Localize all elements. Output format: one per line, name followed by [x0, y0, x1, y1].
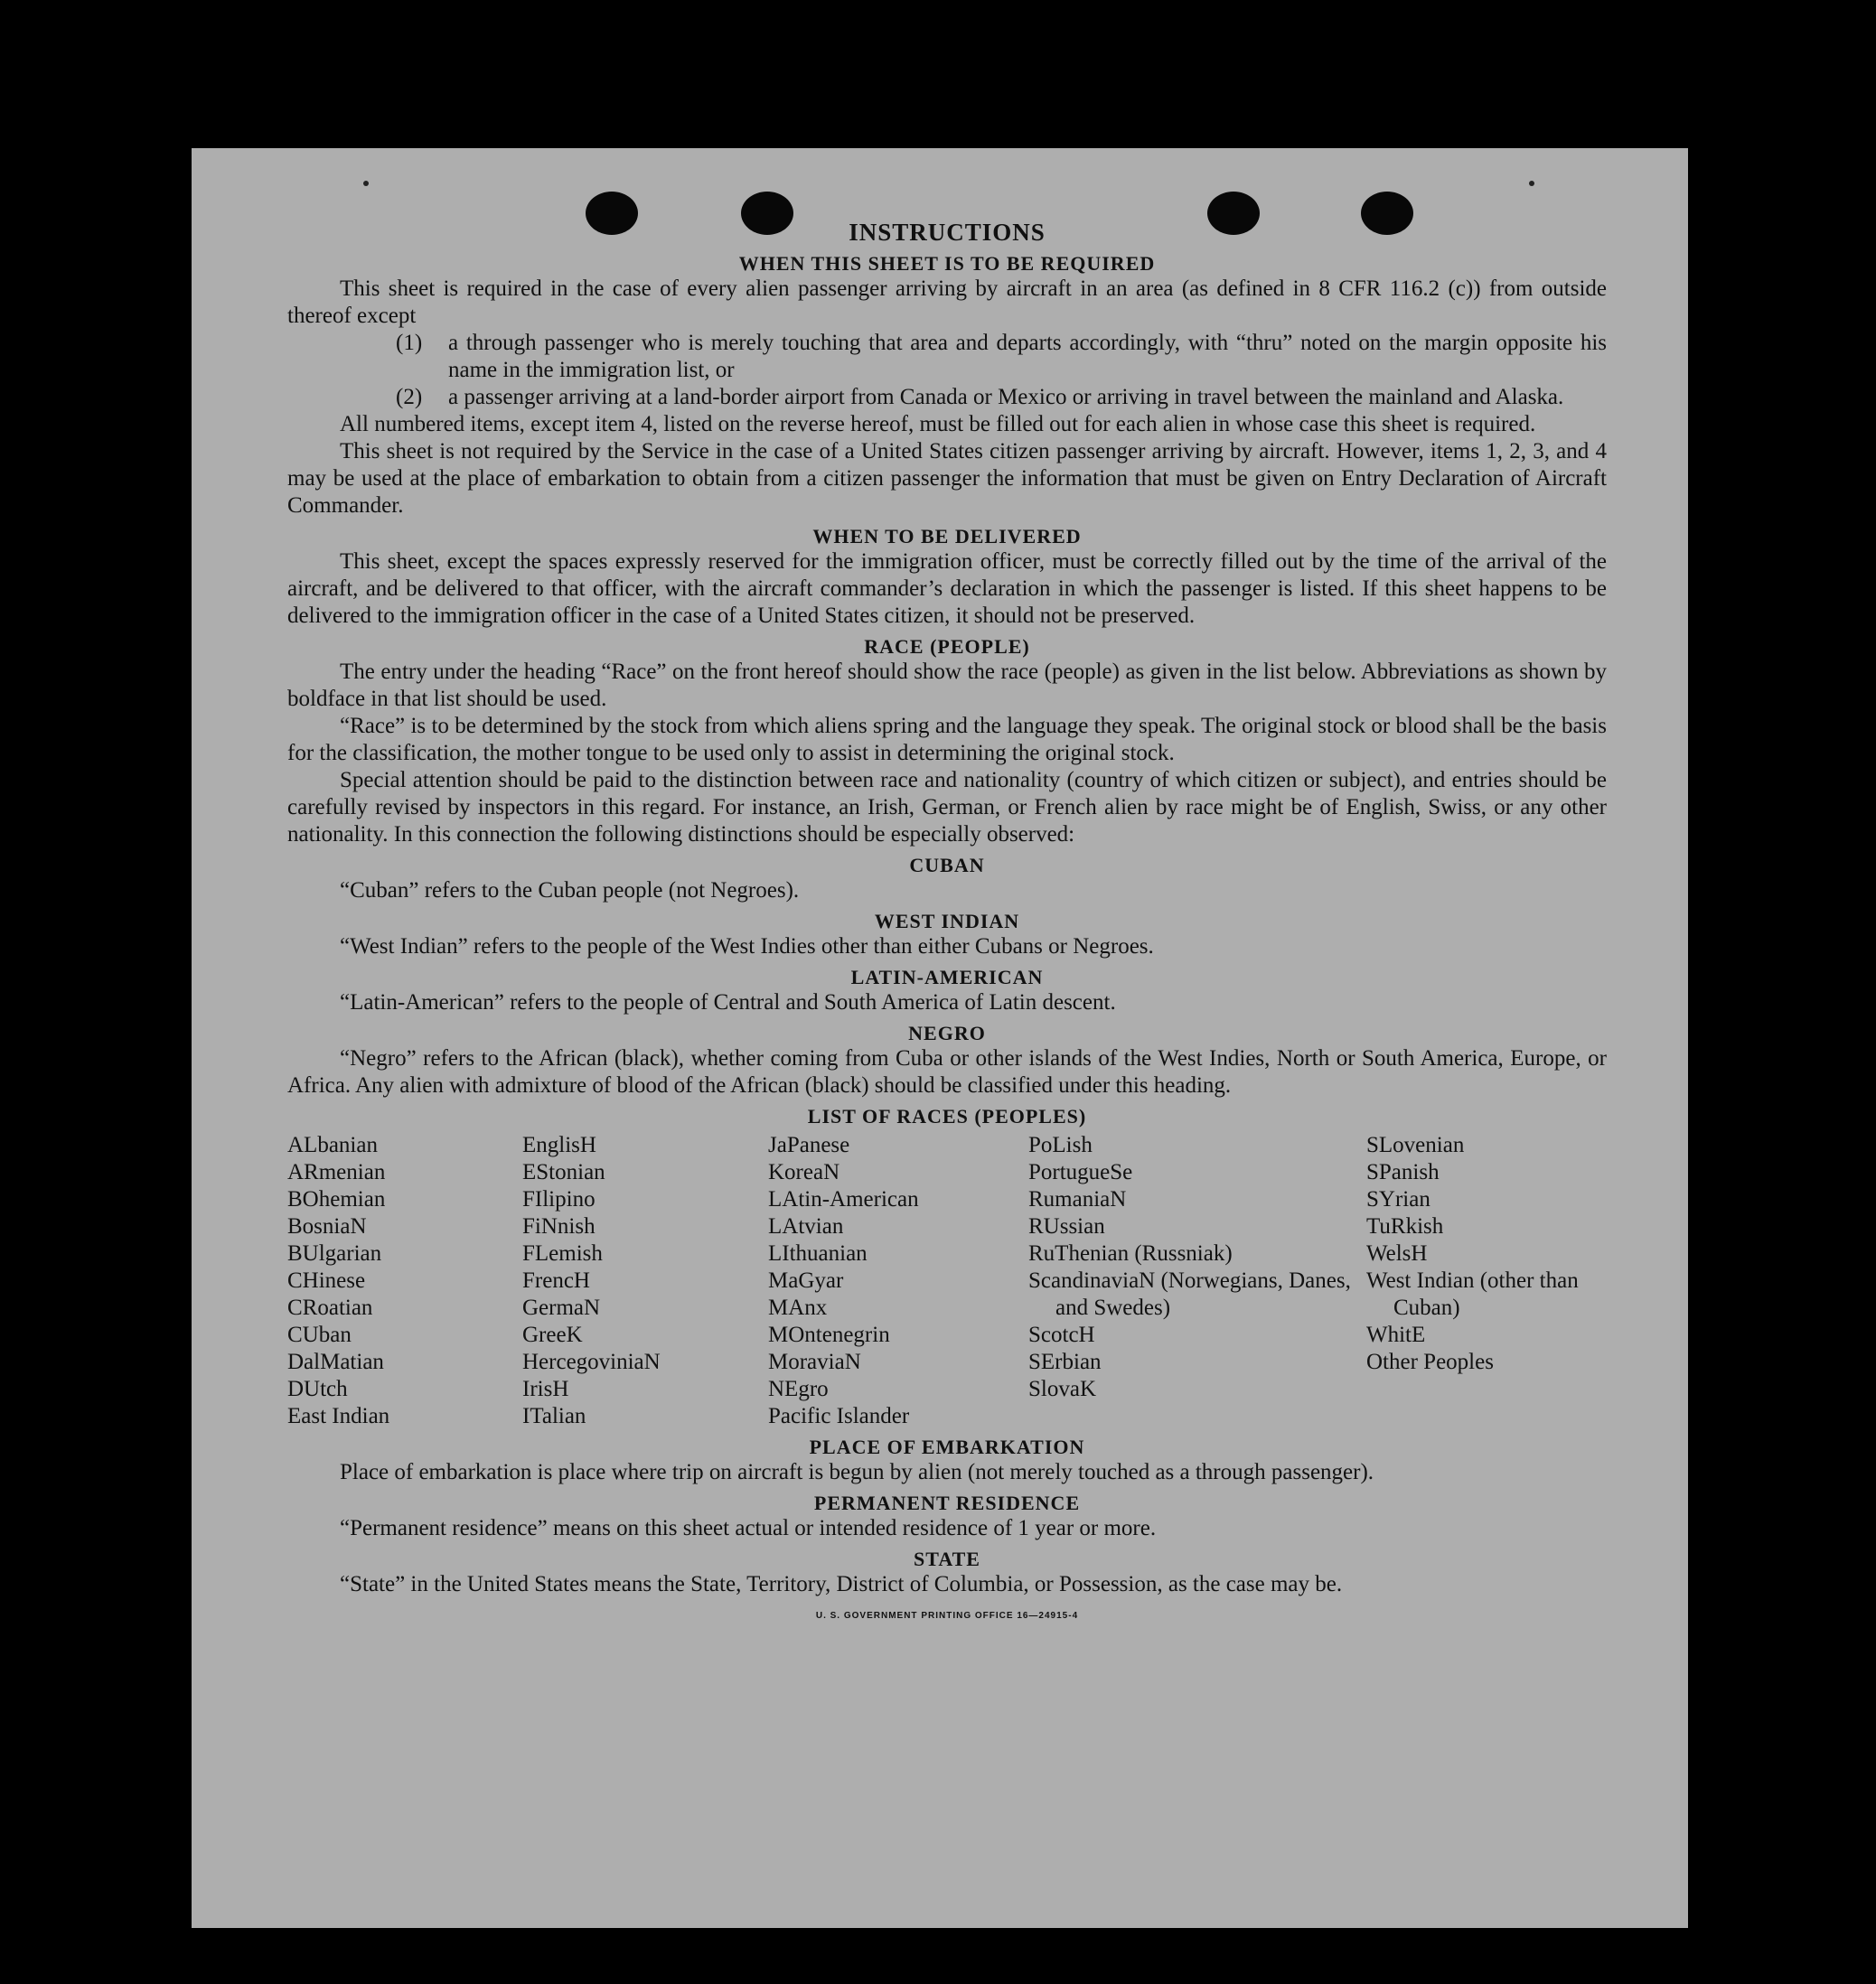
races-column [1366, 1132, 1607, 1430]
page-title: INSTRUCTIONS [849, 219, 1046, 246]
race-entry: ARmenian [287, 1160, 386, 1184]
race-entry: IrisH [522, 1377, 569, 1401]
race-entry: CRoatian [287, 1296, 373, 1320]
race-entry: MAnx [768, 1296, 828, 1320]
punch-hole [741, 192, 793, 235]
race-entry: TuRkish [1366, 1214, 1444, 1239]
race-entry: Pacific Islander [768, 1404, 910, 1428]
races-column [287, 1132, 522, 1430]
punch-hole [1361, 192, 1413, 235]
race-entry: LIthuanian [768, 1241, 868, 1266]
section-heading: CUBAN [909, 854, 985, 876]
race-entry: GermaN [522, 1296, 601, 1320]
section-heading: PERMANENT RESIDENCE [813, 1492, 1081, 1514]
race-entry: ALbanian [287, 1133, 378, 1157]
item-text: a passenger arriving at a land-border airport from Canada or Mexico or arriving in travel between the mainland and Alaska. [448, 385, 1564, 409]
race-entry: ScandinaviaN (Norwegians, Danes, and Swedes) [1028, 1268, 1351, 1320]
punch-hole [1207, 192, 1260, 235]
race-entry: BOhemian [287, 1187, 386, 1212]
race-entry: Other Peoples [1366, 1350, 1494, 1374]
punch-hole [586, 192, 638, 235]
race-entry: HercegoviniaN [522, 1350, 661, 1374]
paragraph: “Race” is to be determined by the stock from which aliens spring and the language they speak. The original stock or blood shall be the basis for the classification, the mother tongue to be used only to assist in determining the original stock. [287, 714, 1607, 765]
race-entry: SYrian [1366, 1187, 1430, 1212]
race-entry: ITalian [522, 1404, 586, 1428]
section-heading: PLACE OF EMBARKATION [809, 1436, 1085, 1458]
races-list [287, 1132, 1607, 1430]
race-entry: CUban [287, 1323, 352, 1347]
race-entry: CHinese [287, 1268, 366, 1293]
printer-imprint: U. S. GOVERNMENT PRINTING OFFICE 16—24915-4 [815, 1611, 1079, 1621]
paragraph: “State” in the United States means the State, Territory, District of Columbia, or Possession, as the case may be. [340, 1572, 1343, 1596]
paragraph: The entry under the heading “Race” on the front hereof should show the race (people) as given in the list below. Abbreviations as shown by boldface in that list should be used. [287, 660, 1607, 711]
item-number: (1) [396, 331, 423, 355]
races-column [1028, 1132, 1366, 1430]
race-entry: ScotcH [1028, 1323, 1095, 1347]
race-entry: East Indian [287, 1404, 390, 1428]
section-heading: LIST OF RACES (PEOPLES) [807, 1105, 1087, 1128]
paragraph: All numbered items, except item 4, listed on the reverse hereof, must be filled out for each alien in whose case this sheet is required. [340, 412, 1536, 436]
margin-dot [363, 181, 369, 186]
paragraph: This sheet is required in the case of every alien passenger arriving by aircraft in an area (as defined in 8 CFR 116.2 (c)) from outside thereof except [287, 276, 1607, 328]
race-entry: KoreaN [768, 1160, 840, 1184]
paragraph: This sheet is not required by the Service in the case of a United States citizen passenger arriving by aircraft. However, items 1, 2, 3, and 4 may be used at the place of embarkation to obtain from a citizen passenger the information that must be given on Entry Declaration of Aircraft Commander. [287, 439, 1607, 518]
race-entry: SErbian [1028, 1350, 1102, 1374]
section-heading: LATIN-AMERICAN [850, 966, 1044, 988]
race-entry: MOntenegrin [768, 1323, 890, 1347]
item-number: (2) [396, 385, 423, 409]
race-entry: BUlgarian [287, 1241, 382, 1266]
race-entry: FLemish [522, 1241, 603, 1266]
race-entry: RuThenian (Russniak) [1028, 1241, 1233, 1266]
race-entry: NEgro [768, 1377, 829, 1401]
race-entry: RumaniaN [1028, 1187, 1127, 1212]
race-entry: RUssian [1028, 1214, 1105, 1239]
instruction-sheet [192, 148, 1688, 1928]
race-entry: DalMatian [287, 1350, 384, 1374]
race-entry: FiNnish [522, 1214, 596, 1239]
paragraph: Special attention should be paid to the distinction between race and nationality (country of which citizen or subject), and entries should be carefully revised by inspectors in this regard. For instance, an Irish, German, or French alien by race might be of English, Swiss, or any other nationality. In this connection the following distinctions should be especially observed: [287, 768, 1607, 847]
list-item [287, 330, 1607, 384]
race-entry: West Indian (other than Cuban) [1366, 1268, 1579, 1320]
races-column [768, 1132, 1028, 1430]
section-heading: NEGRO [908, 1022, 986, 1044]
section-heading: WHEN THIS SHEET IS TO BE REQUIRED [738, 252, 1156, 275]
race-entry: JaPanese [768, 1133, 850, 1157]
race-entry: FIlipino [522, 1187, 596, 1212]
race-entry: LAtin-American [768, 1187, 919, 1212]
race-entry: PortugueSe [1028, 1160, 1133, 1184]
race-entry: FrencH [522, 1268, 590, 1293]
paragraph: Place of embarkation is place where trip on aircraft is begun by alien (not merely touched as a through passenger). [340, 1460, 1374, 1484]
race-entry: MaGyar [768, 1268, 844, 1293]
race-entry: EnglisH [522, 1133, 596, 1157]
section-heading: STATE [914, 1548, 980, 1570]
race-entry: MoraviaN [768, 1350, 861, 1374]
paragraph: This sheet, except the spaces expressly reserved for the immigration officer, must be correctly filled out by the time of the arrival of the aircraft, and be delivered to that officer, with the aircraft commander’s declaration in which the passenger is listed. If this sheet happens to be delivered to the immigration officer in the case of a United States citizen, it should not be preserved. [287, 549, 1607, 628]
race-entry: GreeK [522, 1323, 583, 1347]
list-item [287, 384, 1607, 411]
races-column [522, 1132, 768, 1430]
paragraph: “Latin-American” refers to the people of Central and South America of Latin descent. [340, 990, 1116, 1015]
race-entry: PoLish [1028, 1133, 1093, 1157]
race-entry: LAtvian [768, 1214, 844, 1239]
race-entry: WelsH [1366, 1241, 1428, 1266]
paragraph: “Permanent residence” means on this sheet actual or intended residence of 1 year or more. [340, 1516, 1157, 1540]
margin-dot [1529, 181, 1534, 186]
race-entry: DUtch [287, 1377, 348, 1401]
race-entry: EStonian [522, 1160, 605, 1184]
section-heading: WEST INDIAN [874, 910, 1020, 932]
section-heading: RACE (PEOPLE) [864, 635, 1030, 658]
item-text: a through passenger who is merely touching that area and departs accordingly, with “thru” noted on the margin opposite his name in the immigration list, or [448, 331, 1607, 382]
race-entry: SPanish [1366, 1160, 1440, 1184]
race-entry: BosniaN [287, 1214, 367, 1239]
race-entry: WhitE [1366, 1323, 1426, 1347]
paragraph: “West Indian” refers to the people of the West Indies other than either Cubans or Negroes. [340, 934, 1154, 959]
race-entry: SlovaK [1028, 1377, 1096, 1401]
race-entry: SLovenian [1366, 1133, 1465, 1157]
paragraph: “Negro” refers to the African (black), whether coming from Cuba or other islands of the West Indies, North or South America, Europe, or Africa. Any alien with admixture of blood of the African (black) should be classified under this heading. [287, 1046, 1607, 1098]
paragraph: “Cuban” refers to the Cuban people (not Negroes). [340, 878, 800, 903]
section-heading: WHEN TO BE DELIVERED [812, 525, 1082, 547]
